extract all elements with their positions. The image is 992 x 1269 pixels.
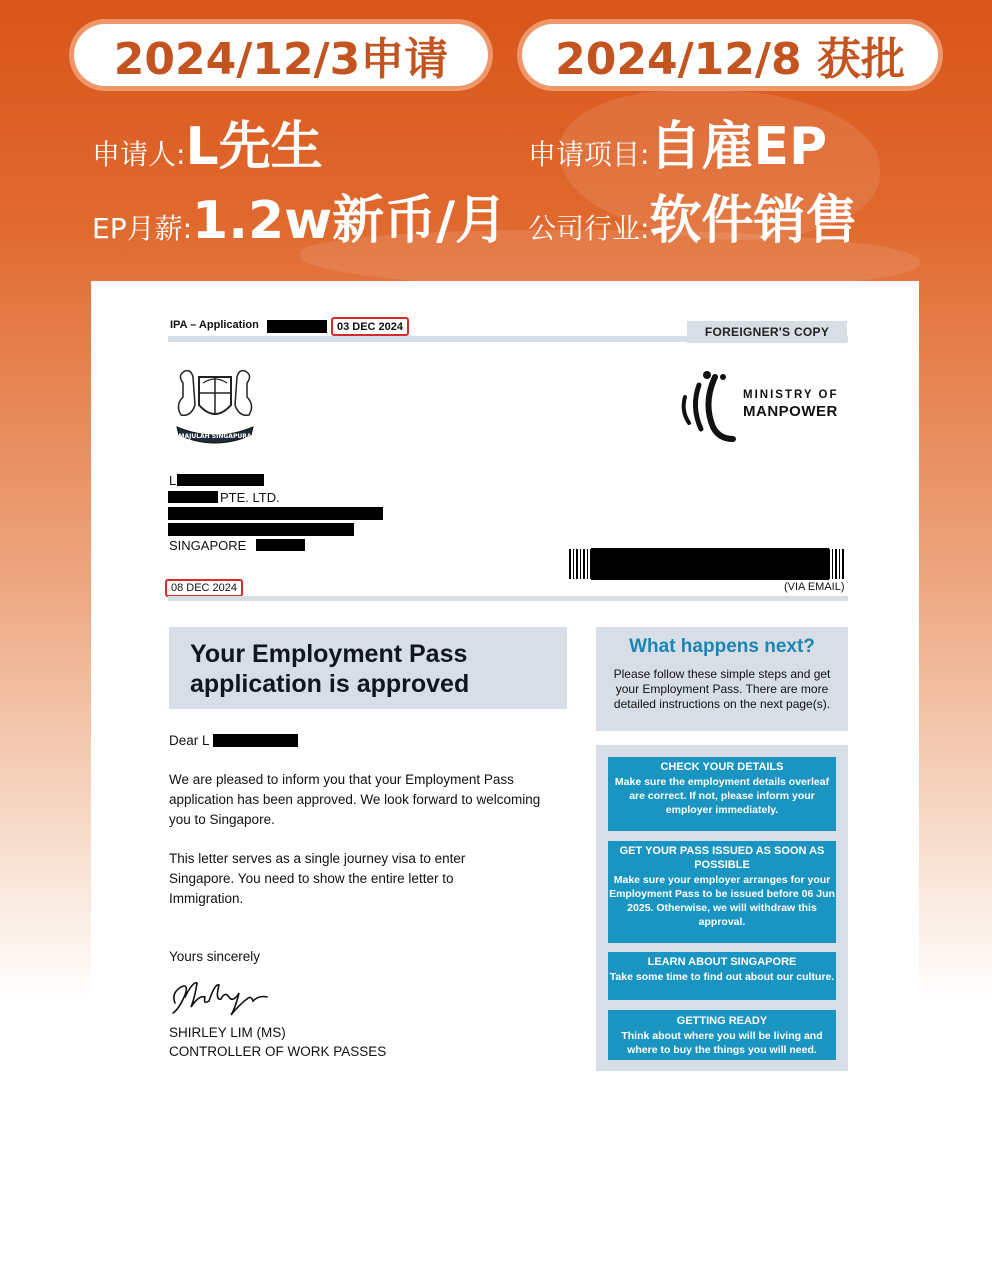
crest-motto: MAJULAH SINGAPURA [178,433,252,440]
redacted-block [256,539,305,551]
address-company: PTE. LTD. [220,490,280,505]
project-value: 自雇EP [649,117,828,177]
address-country: SINGAPORE [169,538,247,553]
foreigners-copy-tab: FOREIGNER'S COPY [687,321,847,343]
ipa-label: IPA – Application [170,319,259,331]
ipa-date: 03 DEC 2024 [331,317,409,336]
redacted-block [267,320,327,333]
step-text: Take some time to find out about our culture. [609,971,835,983]
signer-title: CONTROLLER OF WORK PASSES [169,1044,387,1059]
industry-label: 公司行业: [528,212,650,245]
via-email: (VIA EMAIL) [784,581,845,593]
ministry-line2: MANPOWER [743,403,838,420]
next-steps-title: What happens next? [629,636,815,657]
next-steps-text: Please follow these simple steps and get your Employment Pass. There are more detailed instructions on the next page(s). [613,667,831,711]
signer-name: SHIRLEY LIM (MS) [169,1025,286,1040]
project-label: 申请项目: [528,138,650,171]
paragraph-visa: This letter serves as a single journey visa to enter Singapore. You need to show the entire letter to Immigration. [169,851,466,906]
redacted-block [213,734,298,747]
closing: Yours sincerely [169,949,261,964]
redacted-block [168,507,383,520]
industry-value: 软件销售 [649,191,858,251]
step-text: Think about where you will be living and where to buy the things you will need. [621,1030,823,1056]
approval-title-box [169,627,567,709]
applicant-value: L先生 [185,117,323,177]
signature [169,973,279,1017]
project-info [528,104,827,179]
approval-letter [91,281,919,1269]
step-title: CHECK YOUR DETAILS [660,761,784,773]
redacted-block [168,523,354,536]
paragraph-approval: We are pleased to inform you that your Employment Pass application has been approved. We look forward to welcoming you to Singapore. [169,772,541,827]
industry-info [528,178,857,253]
step-title: GETTING READY [676,1015,768,1027]
salary-value: 1.2w新币/月 [192,191,508,251]
step-get-pass [608,841,836,943]
ministry-line1: MINISTRY OF [743,389,839,401]
step-getting-ready [608,1010,836,1060]
steps-panel [596,745,848,1071]
redacted-block [591,548,829,580]
step-title: LEARN ABOUT SINGAPORE [647,956,797,968]
approved-date-pill: 2024/12/8 获批 [522,24,938,86]
redacted-block [177,474,264,486]
step-text: Make sure the employment details overleaf are correct. If not, please inform your employer immediately. [614,776,830,816]
singapore-crest-icon [169,365,261,445]
applicant-label: 申请人: [92,138,186,171]
redacted-block [168,491,218,503]
address-rule [168,596,848,601]
next-steps-box [596,627,848,731]
salutation: Dear L [169,733,210,748]
step-text: Make sure your employer arranges for your Employment Pass to be issued before 06 Jun 2025. Otherwise, we will withdraw this approval. [609,874,835,928]
salary-info [92,178,507,253]
applied-date-pill: 2024/12/3申请 [74,24,488,86]
address-name: L [169,473,177,488]
step-title: GET YOUR PASS ISSUED AS SOON AS POSSIBLE [619,845,825,871]
applicant-info [92,104,323,179]
letter-date: 08 DEC 2024 [165,579,243,597]
mom-logo-icon [677,367,741,443]
approval-title: Your Employment Pass application is approved [190,640,470,698]
step-learn-singapore [608,952,836,1000]
step-check-details [608,757,836,831]
salary-label: EP月薪: [92,212,193,245]
